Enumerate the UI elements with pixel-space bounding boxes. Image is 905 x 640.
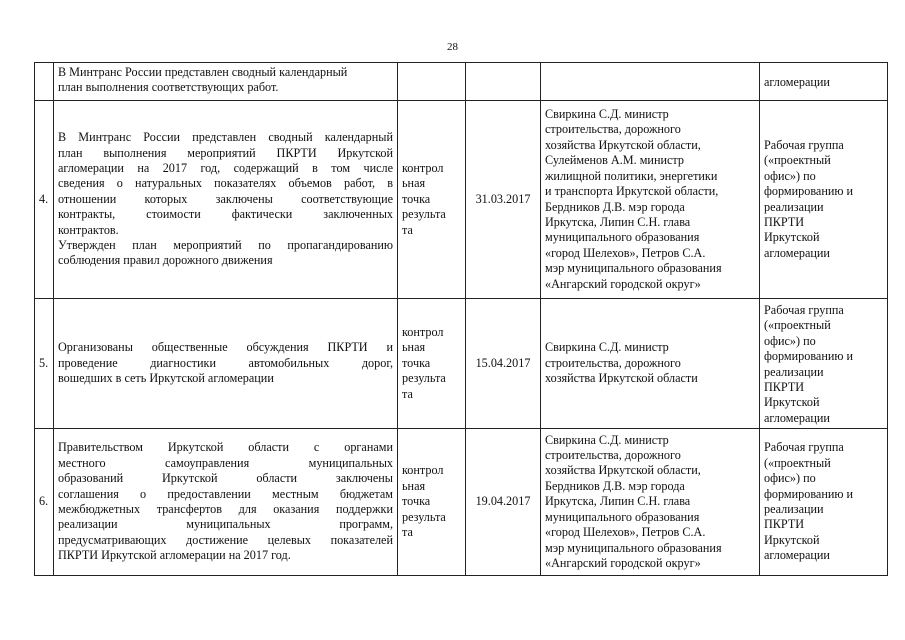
cell-text-line: хозяйства Иркутской области, xyxy=(545,137,701,152)
cell-text-line: реализации xyxy=(764,502,824,516)
cell-text-line: точка xyxy=(402,494,431,509)
cell-text-line: мэр муниципального образования xyxy=(545,540,722,555)
cell-text-line: ьная xyxy=(402,176,426,191)
cell-text-line: офис») по xyxy=(764,471,816,486)
cell-text-line: «Ангарский городской округ» xyxy=(545,276,701,291)
responsible-persons xyxy=(541,429,760,576)
cell-text-line: муниципального образования xyxy=(545,509,700,524)
cell-text-line: «город Шелехов», Петров С.А. xyxy=(545,245,706,260)
event-type xyxy=(398,429,466,576)
cell-text-line: Правительством Иркутской области с органами xyxy=(58,440,393,455)
responsible-persons xyxy=(541,101,760,299)
cell-text-line: Рабочая группа xyxy=(764,302,844,317)
working-group xyxy=(760,429,888,576)
events-table xyxy=(34,62,888,576)
cell-text-line: та xyxy=(402,386,413,401)
cell-text-line: («проектный xyxy=(764,153,831,168)
cell-text-line: результа xyxy=(402,509,446,524)
cell-text-line: контракты, стоимости фактически заключенных xyxy=(58,207,393,222)
cell-text-line: результа xyxy=(402,371,446,386)
row-number: 4. xyxy=(35,101,54,299)
cell-text-line: агломерации на 2017 год, содержащий в том числе xyxy=(58,160,393,175)
cell-text-line: ьная xyxy=(402,340,426,355)
cell-text-line: контрол xyxy=(402,160,444,175)
event-description xyxy=(54,299,398,429)
cell-text-line: Сулейменов А.М. министр xyxy=(545,153,684,168)
cell-text-line: агломерации xyxy=(764,245,830,260)
cell-text-line: хозяйства Иркутской области, xyxy=(545,463,701,478)
working-group xyxy=(760,299,888,429)
cell-text-line: хозяйства Иркутской области xyxy=(545,371,698,386)
event-date: 15.04.2017 xyxy=(466,299,541,429)
row-number: 6. xyxy=(35,429,54,576)
cell-text-line: реализации xyxy=(764,364,824,379)
cell-text-line: Иркутской xyxy=(764,230,820,245)
cell-text-line: («проектный xyxy=(764,318,831,333)
cell-text-line: В Минтранс России представлен сводный календарный xyxy=(58,130,393,145)
cell-text-line: местного самоуправления муниципальных xyxy=(58,455,393,470)
cell-text-line: контрол xyxy=(402,463,444,478)
cell-text-line: агломерации xyxy=(764,548,830,563)
cell-text-line: жилищной политики, энергетики xyxy=(545,168,718,183)
event-date xyxy=(466,63,541,101)
event-description xyxy=(54,63,398,101)
cell-text-line: ПКРТИ xyxy=(764,379,805,394)
cell-text-line: Организованы общественные обсуждения ПКРТИ и xyxy=(58,340,393,355)
event-type xyxy=(398,63,466,101)
cell-text-line: офис») по xyxy=(764,333,816,348)
cell-text-line: Бердников Д.В. мэр города xyxy=(545,478,685,493)
table-row xyxy=(35,63,888,101)
table-row xyxy=(35,299,888,429)
cell-text-line: Иркутска, Липин С.Н. глава xyxy=(545,214,691,229)
cell-text-line: строительства, дорожного xyxy=(545,448,681,463)
cell-text-line: Свиркина С.Д. министр xyxy=(545,340,669,355)
cell-text-line: результа xyxy=(402,207,446,222)
cell-text-line: ПКРТИ Иркутской агломерации на 2017 год. xyxy=(58,548,291,563)
cell-text-line: Иркутской xyxy=(764,395,820,410)
cell-text-line: строительства, дорожного xyxy=(545,122,681,137)
cell-text-line: Рабочая группа xyxy=(764,440,844,455)
cell-text-line: соблюдения правил дорожного движения xyxy=(58,253,273,268)
event-date: 31.03.2017 xyxy=(466,101,541,299)
responsible-persons xyxy=(541,299,760,429)
row-number xyxy=(35,63,54,101)
cell-text-line: формированию и xyxy=(764,349,854,364)
cell-text-line: Иркутска, Липин С.Н. глава xyxy=(545,494,691,509)
cell-text-line: муниципального образования xyxy=(545,230,700,245)
cell-text-line: вошедших в сеть Иркутской агломерации xyxy=(58,371,274,386)
cell-text-line: ьная xyxy=(402,478,426,493)
cell-text-line: Свиркина С.Д. министр xyxy=(545,432,669,447)
cell-text-line: сведения о натуральных показателях объемов работ, в xyxy=(58,176,393,191)
cell-text-line: Утвержден план мероприятий по пропагандированию xyxy=(58,238,393,253)
cell-text-line: план выполнения соответствующих работ. xyxy=(58,80,279,95)
cell-text-line: соглашения о предоставлении местным бюджетам xyxy=(58,486,393,501)
working-group xyxy=(760,101,888,299)
row-number: 5. xyxy=(35,299,54,429)
responsible-persons xyxy=(541,63,760,101)
cell-text-line: Рабочая группа xyxy=(764,137,844,152)
cell-text-line: формированию и xyxy=(764,486,854,501)
cell-text-line: точка xyxy=(402,191,431,206)
event-date: 19.04.2017 xyxy=(466,429,541,576)
cell-text-line: формированию и xyxy=(764,184,854,199)
working-group xyxy=(760,63,888,101)
cell-text-line: Бердников Д.В. мэр города xyxy=(545,199,685,214)
cell-text-line: агломерации xyxy=(764,74,830,89)
cell-text-line: ПКРТИ xyxy=(764,214,805,229)
cell-text-line: агломерации xyxy=(764,410,830,425)
cell-text-line: «Ангарский городской округ» xyxy=(545,555,701,570)
cell-text-line: точка xyxy=(402,355,431,370)
cell-text-line: ПКРТИ xyxy=(764,517,805,532)
cell-text-line: Иркутской xyxy=(764,532,820,547)
cell-text-line: Свиркина С.Д. министр xyxy=(545,107,669,122)
event-description xyxy=(54,101,398,299)
event-description xyxy=(54,429,398,576)
page-number: 28 xyxy=(447,41,458,53)
cell-text-line: («проектный xyxy=(764,455,831,470)
cell-text-line: реализации xyxy=(764,199,824,214)
table-row xyxy=(35,429,888,576)
cell-text-line: предусматривающих достижение целевых показателей xyxy=(58,532,393,547)
cell-text-line: образований Иркутской области заключены xyxy=(58,471,393,486)
cell-text-line: план выполнения мероприятий ПКРТИ Иркутской xyxy=(58,145,393,160)
cell-text-line: контрол xyxy=(402,324,444,339)
cell-text-line: отношении которых заключены соответствующие xyxy=(58,191,393,206)
cell-text-line: контрактов. xyxy=(58,222,119,237)
cell-text-line: офис») по xyxy=(764,168,816,183)
cell-text-line: «город Шелехов», Петров С.А. xyxy=(545,525,706,540)
event-type xyxy=(398,299,466,429)
cell-text-line: та xyxy=(402,222,413,237)
cell-text-line: мэр муниципального образования xyxy=(545,261,722,276)
cell-text-line: строительства, дорожного xyxy=(545,355,681,370)
cell-text-line: та xyxy=(402,525,413,540)
cell-text-line: реализации муниципальных программ, xyxy=(58,517,393,532)
table-row xyxy=(35,101,888,299)
cell-text-line: и транспорта Иркутской области, xyxy=(545,184,719,199)
cell-text-line: В Минтранс России представлен сводный календарный xyxy=(58,65,348,79)
cell-text-line: межбюджетных трансфертов для оказания поддержки xyxy=(58,502,393,516)
cell-text-line: проведение диагностики автомобильных дорог, xyxy=(58,355,393,370)
event-type xyxy=(398,101,466,299)
